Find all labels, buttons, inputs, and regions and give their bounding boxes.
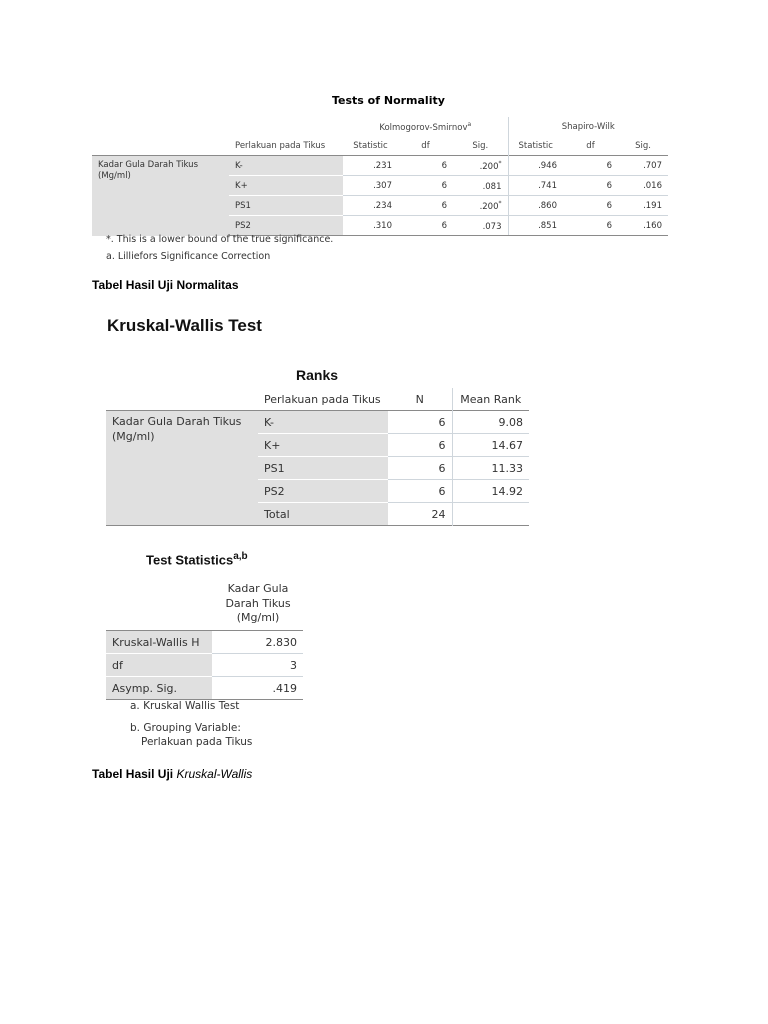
table-row — [106, 677, 303, 700]
cell: .073 — [453, 216, 508, 236]
cell: 6 — [388, 434, 452, 457]
table-row — [92, 156, 668, 176]
cell: .200* — [453, 196, 508, 216]
col-statistic: Statistic — [508, 136, 563, 156]
ranks-table — [106, 388, 529, 526]
ks-group-header: Kolmogorov-Smirnov$^a$ — [379, 120, 472, 133]
table-row — [106, 411, 529, 434]
cell: 6 — [563, 216, 618, 236]
teststats-footnote-a: a. Kruskal Wallis Test — [130, 700, 240, 712]
factor-header: Perlakuan pada Tikus — [264, 392, 381, 406]
group-label: PS2 — [229, 216, 343, 236]
table-row — [106, 654, 303, 677]
group-label: K+ — [229, 176, 343, 196]
caption-normality: Tabel Hasil Uji Normalitas — [92, 278, 239, 292]
cell: 6 — [388, 480, 452, 503]
teststats-title: Test Statistics$^{a,b}$ — [146, 551, 248, 568]
caption-kruskal-wallis: Tabel Hasil Uji Kruskal-Wallis — [92, 767, 253, 781]
stat-label: Kruskal-Wallis H — [106, 631, 212, 654]
factor-header: Perlakuan pada Tikus — [235, 140, 326, 151]
normality-title: Tests of Normality — [332, 94, 445, 107]
cell: 6 — [398, 216, 453, 236]
cell: .707 — [618, 156, 668, 176]
sw-group-header: Shapiro-Wilk — [508, 117, 668, 136]
cell: .741 — [508, 176, 563, 196]
cell: 6 — [398, 176, 453, 196]
cell: .016 — [618, 176, 668, 196]
stat-label: Asymp. Sig. — [106, 677, 212, 700]
cell: 6 — [563, 196, 618, 216]
stat-label: df — [106, 654, 212, 677]
group-label: Total — [258, 503, 388, 526]
cell: .307 — [343, 176, 398, 196]
cell: .231 — [343, 156, 398, 176]
variable-label: Kadar Gula Darah Tikus (Mg/ml) — [106, 411, 258, 526]
teststats-footnote-b: b. Grouping Variable: — [130, 722, 241, 734]
ranks-title: Ranks — [296, 367, 339, 383]
normality-footnote-1: *. This is a lower bound of the true significance. — [106, 234, 334, 245]
cell: 3 — [212, 654, 303, 677]
cell: .191 — [618, 196, 668, 216]
cell: 6 — [563, 156, 618, 176]
group-label: PS2 — [258, 480, 388, 503]
cell: 6 — [398, 156, 453, 176]
cell: .419 — [272, 681, 297, 695]
teststats-table — [106, 630, 303, 700]
group-label: K+ — [258, 434, 388, 457]
teststats-footnote-b-line2: Perlakuan pada Tikus — [141, 736, 253, 748]
cell: .851 — [508, 216, 563, 236]
normality-table — [92, 117, 668, 236]
group-label: K- — [258, 411, 388, 434]
cell: .081 — [453, 176, 508, 196]
cell: 6 — [398, 196, 453, 216]
group-label: PS1 — [258, 457, 388, 480]
col-n: N — [415, 392, 424, 406]
col-df: df — [586, 140, 595, 151]
cell: .946 — [508, 156, 563, 176]
group-label: PS1 — [229, 196, 343, 216]
cell: 6 — [388, 411, 452, 434]
cell: 14.67 — [452, 434, 529, 457]
col-statistic: Statistic — [353, 140, 388, 151]
cell: .160 — [618, 216, 668, 236]
cell: .310 — [343, 216, 398, 236]
normality-footnote-2: a. Lilliefors Significance Correction — [106, 251, 271, 262]
teststats-column-header: Kadar Gula Darah Tikus (Mg/ml) — [225, 582, 291, 624]
cell — [452, 503, 529, 526]
col-df: df — [421, 140, 430, 151]
cell: 6 — [563, 176, 618, 196]
cell: .234 — [343, 196, 398, 216]
col-sig: Sig. — [472, 140, 489, 151]
col-sig: Sig. — [635, 140, 651, 151]
cell: 6 — [388, 457, 452, 480]
cell: 24 — [431, 507, 446, 521]
variable-label: Kadar Gula Darah Tikus (Mg/ml) — [92, 156, 229, 236]
kw-heading: Kruskal-Wallis Test — [107, 316, 262, 335]
table-row — [106, 631, 303, 654]
cell: .860 — [508, 196, 563, 216]
group-label: K- — [229, 156, 343, 176]
col-mean-rank: Mean Rank — [452, 388, 529, 411]
cell: 2.830 — [212, 631, 303, 654]
cell: .200* — [453, 156, 508, 176]
cell: 9.08 — [452, 411, 529, 434]
cell: 14.92 — [452, 480, 529, 503]
cell: 11.33 — [452, 457, 529, 480]
